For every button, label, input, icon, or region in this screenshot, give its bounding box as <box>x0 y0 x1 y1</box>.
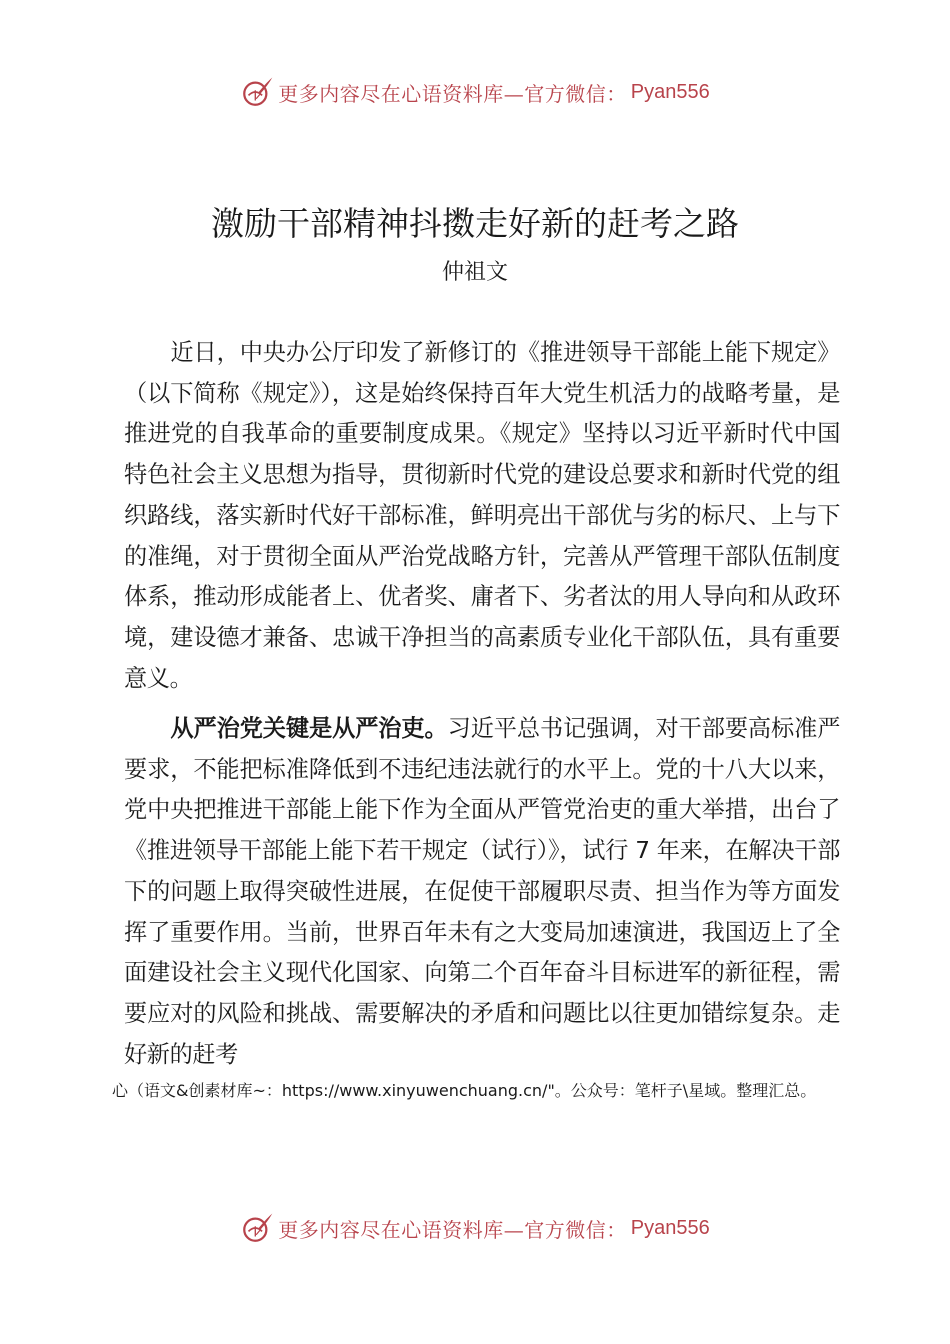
source-footnote: 心（语文&创素材库~：https://www.xinyuwenchuang.cn/"。公众号：笔杆子\星域。整理汇总。 <box>112 1081 817 1100</box>
paragraph-2-lead: 从严治党关键是从严治吏。 <box>170 715 448 742</box>
watermark-wechat-id: Pyan556 <box>630 80 710 103</box>
header-watermark <box>0 72 950 112</box>
article-paragraph-2 <box>124 709 840 1075</box>
article-paragraph-1: 近日，中央办公厅印发了新修订的《推进领导干部能上能下规定》（以下简称《规定》），这是始终保持百年大党生机活力的战略考量，是推进党的自我革命的重要制度成果。《规定》坚持以习近平新时代中国特色社会主义思想为指导，贯彻新时代党的建设总要求和新时代党的组织路线，落实新时代好干部标准，鲜明亮出干部优与劣的标尺、上与下的准绳，对于贯彻全面从严治党战略方针，完善从严管理干部队伍制度体系，推动形成能者上、优者奖、庸者下、劣者汰的用人导向和从政环境，建设德才兼备、忠诚干净担当的高素质专业化干部队伍，具有重要意义。 <box>124 339 840 692</box>
article-author: 仲祖文 <box>441 260 508 285</box>
book-quill-logo-icon <box>240 75 274 109</box>
paragraph-2-body: 习近平总书记强调，对干部要高标准严要求，不能把标准降低到不违纪违法就行的水平上。党的十八大以来，党中央把推进干部能上能下作为全面从严管党治吏的重大举措，出台了《推进领导干部能上能下若干规定（试行）》，试行 7 年来，在解决干部下的问题上取得突破性进展，在促使干部履职尽责、担当作为等方面发挥了重要作用。当前，世界百年未有之大变局加速演进，我国迈上了全面建设社会主义现代化国家、向第二个百年奋斗目标进军的新征程，需要应对的风险和挑战、需要解决的矛盾和问题比以往更加错综复杂。走好新的赶考 <box>124 715 841 1068</box>
watermark-wechat-id: Pyan556 <box>630 1216 710 1239</box>
book-quill-logo-icon <box>240 1211 274 1245</box>
footer-watermark <box>0 1208 950 1248</box>
watermark-text: 更多内容尽在心语资料库—官方微信： <box>278 1217 627 1242</box>
watermark-text: 更多内容尽在心语资料库—官方微信： <box>278 81 627 106</box>
article-title: 激励干部精神抖擞走好新的赶考之路 <box>211 204 739 243</box>
